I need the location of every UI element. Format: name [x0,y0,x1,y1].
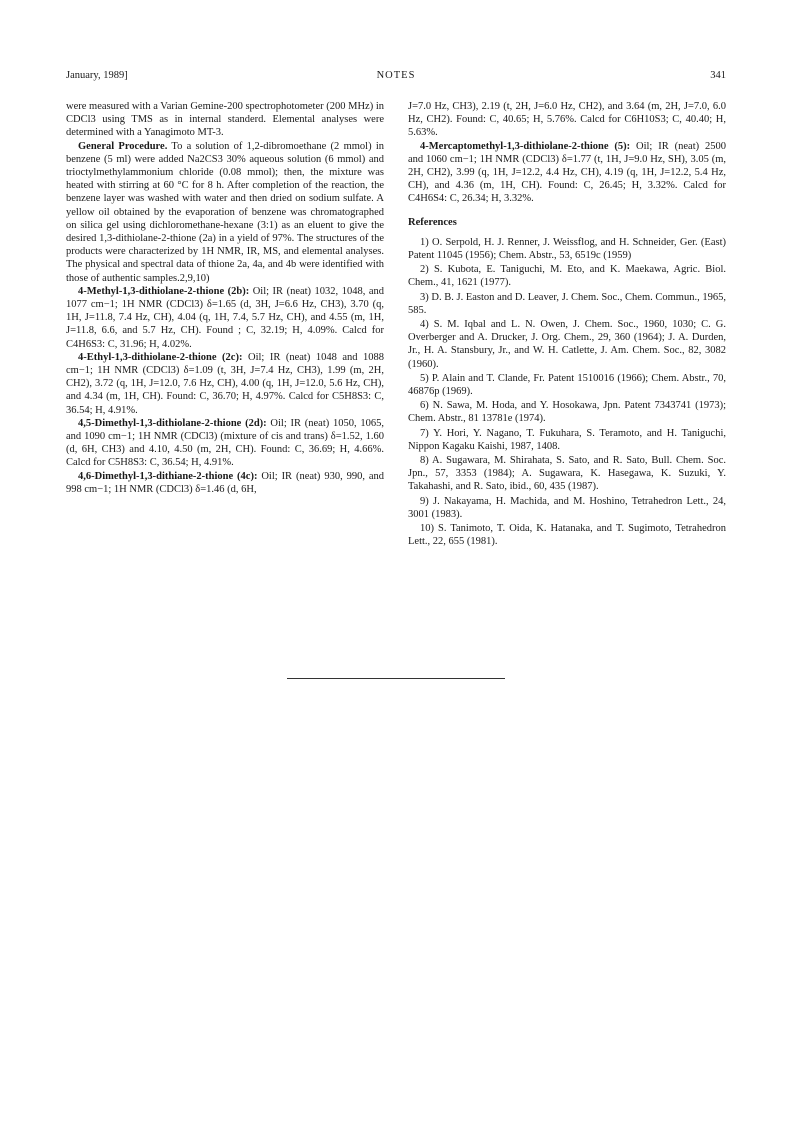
end-rule [287,678,505,679]
compound-2d-heading: 4,5-Dimethyl-1,3-dithiolane-2-thione (2d): [78,417,267,429]
references-list [408,236,726,549]
compound-4c-heading: 4,6-Dimethyl-1,3-dithiane-2-thione (4c): [78,470,258,482]
compound-2c-heading: 4-Ethyl-1,3-dithiolane-2-thione (2c): [78,351,243,363]
reference-item: 9) J. Nakayama, H. Machida, and M. Hoshino, Tetrahedron Lett., 24, 3001 (1983). [408,495,726,520]
compound-2d-text: Oil; IR (neat) 1050, 1065, and 1090 cm−1; 1H NMR (CDCl3) (mixture of cis and trans) δ=1.52, 1.60 (d, 6H, CH3) and 4.10, 4.50 (m, 2H, CH). Found: C, 36.69; H, 4.66%. Calcd for C5H8S3: C, 36.54; H, 4.91%. [66,417,384,469]
compound-2c-text: Oil; IR (neat) 1048 and 1088 cm−1; 1H NMR (CDCl3) δ=1.09 (t, 3H, J=7.4 Hz, CH3), 1.99 (m, 2H, CH2), 3.72 (q, 1H, J=12.0, 7.6 Hz, CH), 4.00 (q, 1H, J=12.0, 5.6 Hz, CH), and 4.34 (m, 1H, CH). Found: C, 36.70; H, 4.97%. Calcd for C5H8S3: C, 36.54; H, 4.91%. [66,351,385,416]
reference-item: 5) P. Alain and T. Clande, Fr. Patent 1510016 (1966); Chem. Abstr., 70, 46876p (1969). [408,372,726,398]
compound-5-heading: 4-Mercaptomethyl-1,3-dithiolane-2-thione (5): [420,140,631,152]
references-title: References [408,216,457,228]
reference-item: 2) S. Kubota, E. Taniguchi, M. Eto, and K. Maekawa, Agric. Biol. Chem., 41, 1621 (1977). [408,264,726,289]
compound-5-paragraph [408,140,726,206]
compound-2b-text: Oil; IR (neat) 1032, 1048, and 1077 cm−1; 1H NMR (CDCl3) δ=1.65 (d, 3H, J=6.6 Hz, CH3), 3.70 (q, 1H, J=11.8, 7.4 Hz, CH), 4.04 (q, 1H, 7.4, 5.7 Hz, CH), and 4.55 (m, 1H, J=11.8, 6.6, and 5.7 Hz, CH). Found ; C, 32.19; H, 4.09%. Calcd for C4H6S3: C, 31.96; H, 4.02%. [66,285,384,350]
compound-2d-paragraph [66,417,384,470]
compound-2c-paragraph [66,351,384,417]
intro-paragraph: were measured with a Varian Gemine-200 spectrophotometer (200 MHz) in CDCl3 using TMS as in internal standerd. Elemental analyses were determined with a Yanagimoto MT-3. [66,101,384,139]
right-column [408,100,726,550]
reference-item: 7) Y. Hori, Y. Nagano, T. Fukuhara, S. Teramoto, and H. Taniguchi, Nippon Kagaku Kaishi, 1987, 1408. [408,427,726,452]
compound-2b-heading: 4-Methyl-1,3-dithiolane-2-thione (2b): [78,285,250,297]
compound-5-text: Oil; IR (neat) 2500 and 1060 cm−1; 1H NMR (CDCl3) δ=1.77 (t, 1H, J=9.0 Hz, SH), 3.05 (m, 2H, CH2), 3.99 (q, 1H, J=12.2, 4.4 Hz, CH), 4.19 (q, 1H, J=12.2, 5.4 Hz, CH), and 4.36 (m, 1H, CH). Found: C, 26.45; H, 3.32%. Calcd for C4H6S4: C, 26.34; H, 3.32%. [408,140,726,205]
compound-4c-paragraph [66,470,384,496]
reference-item: 10) S. Tanimoto, T. Oida, K. Hatanaka, and T. Sugimoto, Tetrahedron Lett., 22, 655 (1981). [408,523,726,548]
general-procedure-heading: General Procedure. [78,140,168,152]
header-date: January, 1989] [66,70,128,81]
reference-item: 3) D. B. J. Easton and D. Leaver, J. Chem. Soc., Chem. Commun., 1965, 585. [408,291,726,316]
reference-item: 4) S. M. Iqbal and L. N. Owen, J. Chem. Soc., 1960, 1030; C. G. Overberger and A. Drucker, J. Org. Chem., 29, 360 (1964); J. A. Durden, Jr., H. A. Stansbury, Jr., and W. H. Catlette, J. Am. Chem. Soc., 82, 3082 (1960). [408,319,726,370]
reference-item: 1) O. Serpold, H. J. Renner, J. Weissflog, and H. Schneider, Ger. (East) Patent 11045 (1956); Chem. Abstr., 53, 6519c (1959) [408,236,726,262]
page-number: 341 [710,70,726,81]
header-section: NOTES [376,70,416,81]
left-column [66,100,384,496]
compound-4c-continued: J=7.0 Hz, CH3), 2.19 (t, 2H, J=6.0 Hz, CH2), and 3.64 (m, 2H, J=7.0, 6.0 Hz, CH2). Found: C, 40.65; H, 5.76%. Calcd for C6H10S3; C, 40.40; H, 5.63%. [408,101,726,139]
compound-2b-paragraph [66,285,384,351]
general-procedure-paragraph [66,140,384,285]
compound-4c-text: Oil; IR (neat) 930, 990, and 998 cm−1; 1H NMR (CDCl3) δ=1.46 (d, 6H, [66,470,385,495]
general-procedure-text: To a solution of 1,2-dibromoethane (2 mmol) in benzene (5 ml) were added Na2CS3 30% aqueous solution (6 mmol) and trioctylmethylammonium chloride (0.08 mmol); then, the mixture was heated with stirring at 60 °C for 8 h. After completion of the reaction, the benzene layer was washed with water and then dried on sodium sulfate. A yellow oil obtained by the evaporation of benzene was chromatographed on silica gel using dichloromethane-hexane (3:1) as an eluent to give the desired 1,3-dithiolane-2-thione (2a) in a yield of 97%. The structures of the products were characterized by 1H NMR, IR, MS, and elemental analyses. The physical and spectral data of thione 2a, 4a, and 4b were identified with those of authentic samples.2,9,10) [66,140,385,284]
page-header [66,70,726,84]
reference-item: 6) N. Sawa, M. Hoda, and Y. Hosokawa, Jpn. Patent 7343741 (1973); Chem. Abstr., 81 13781e (1974). [408,400,726,425]
reference-item: 8) A. Sugawara, M. Shirahata, S. Sato, and R. Sato, Bull. Chem. Soc. Jpn., 57, 3353 (1984); A. Sugawara, K. Hasegawa, K. Suzuki, Y. Takahashi, and R. Sato, ibid., 60, 435 (1987). [408,455,726,493]
